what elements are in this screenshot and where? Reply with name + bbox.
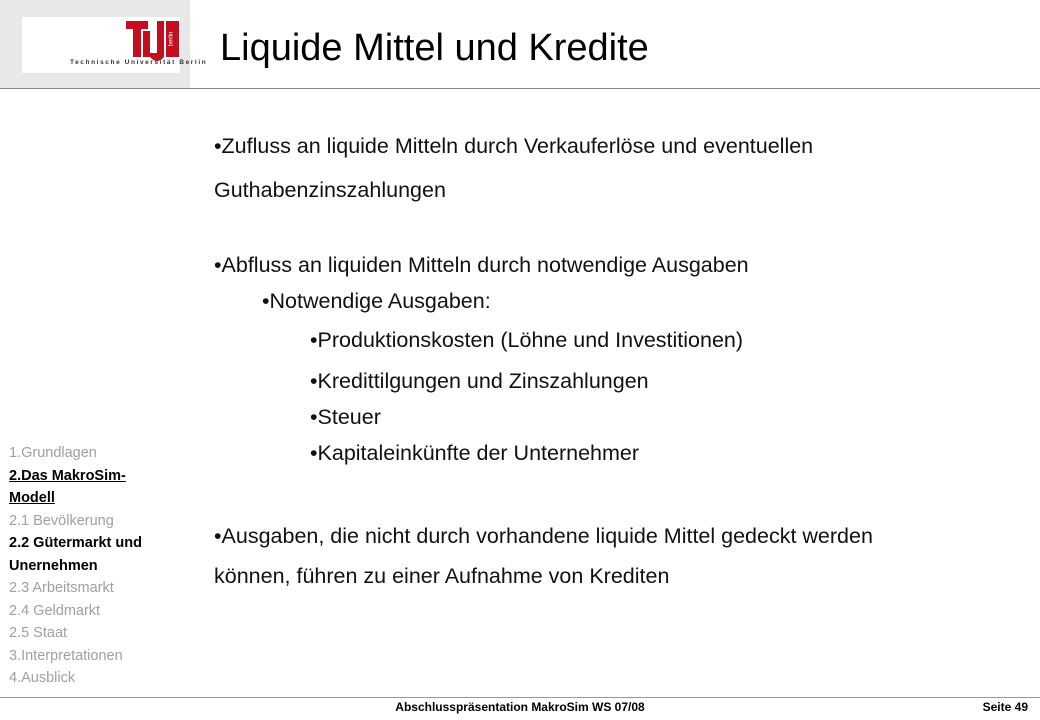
nav-item-das-makrosim-modell-cont[interactable]: Modell — [9, 490, 55, 506]
nav-item-interpretationen[interactable]: 3.Interpretationen — [9, 647, 123, 664]
nav-item-arbeitsmarkt[interactable]: 2.3 Arbeitsmarkt — [9, 580, 114, 596]
logo-area — [0, 0, 208, 88]
bullet-text: können, führen zu einer Aufnahme von Krediten — [214, 564, 670, 588]
logo-badge: berlin — [168, 31, 175, 47]
section-nav — [9, 442, 199, 690]
nav-item-bevoelkerung[interactable]: 2.1 Bevölkerung — [9, 512, 114, 529]
bullet-text: •Ausgaben, die nicht durch vorhandene liquide Mittel gedeckt werden — [214, 524, 873, 548]
footer-title: Abschlusspräsentation MakroSim WS 07/08 — [395, 700, 645, 714]
header-divider — [0, 88, 1040, 89]
bullet-text: •Zufluss an liquide Mitteln durch Verkauferlöse und eventuellen — [214, 134, 814, 158]
nav-item-geldmarkt[interactable]: 2.4 Geldmarkt — [9, 602, 101, 619]
bullet-text: •Abfluss an liquiden Mitteln durch notwendige Ausgaben — [214, 253, 749, 277]
page-number: Seite 49 — [982, 700, 1028, 714]
logo-caption: Technische Universität Berlin — [70, 59, 208, 66]
bullet-text: •Steuer — [310, 405, 381, 429]
footer-divider — [0, 697, 1040, 698]
nav-item-staat[interactable]: 2.5 Staat — [9, 625, 68, 641]
bullet-text: •Kredittilgungen und Zinszahlungen — [310, 369, 649, 393]
bullet-text: •Notwendige Ausgaben: — [262, 289, 491, 313]
bullet-text: •Produktionskosten (Löhne und Investitionen) — [310, 328, 744, 352]
nav-item-das-makrosim-modell[interactable]: 2.Das MakroSim- — [9, 467, 126, 484]
tu-berlin-logo — [22, 17, 208, 73]
nav-item-ausblick[interactable]: 4.Ausblick — [9, 670, 76, 686]
bullet-text: Guthabenzinszahlungen — [214, 178, 446, 202]
nav-item-guetermarkt[interactable]: 2.2 Gütermarkt und — [9, 535, 142, 551]
nav-item-guetermarkt-cont[interactable]: Unernehmen — [9, 557, 98, 574]
bullet-text: •Kapitaleinkünfte der Unternehmer — [310, 441, 640, 465]
nav-item-grundlagen[interactable]: 1.Grundlagen — [9, 445, 97, 461]
page-title: Liquide Mittel und Kredite — [220, 27, 649, 69]
